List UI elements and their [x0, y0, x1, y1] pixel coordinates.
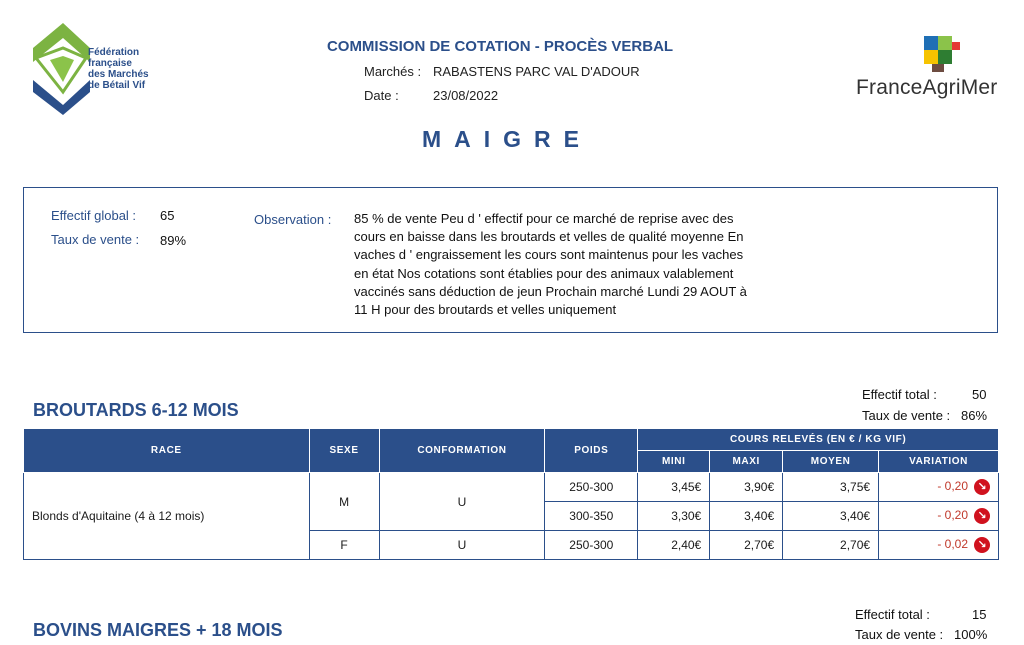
arrow-down-right-icon: ↘	[974, 537, 990, 553]
summary-box	[23, 187, 998, 333]
sexe-cell: F	[309, 531, 379, 560]
observation-line: cours en baisse dans les broutards et velles de qualité moyenne En	[354, 229, 744, 245]
bovins-taux-label: Taux de vente :	[855, 627, 944, 642]
market-value: RABASTENS PARC VAL D'ADOUR	[433, 64, 640, 79]
date-label: Date :	[364, 88, 399, 103]
moyen-cell: 3,75€	[783, 473, 879, 502]
header-conformation: CONFORMATION	[379, 429, 545, 473]
header-poids: POIDS	[545, 429, 638, 473]
taux-vente-label: Taux de vente :	[51, 232, 140, 247]
effectif-global-label: Effectif global :	[51, 208, 137, 223]
moyen-cell: 2,70€	[783, 531, 879, 560]
broutards-section-title: BROUTARDS 6-12 MOIS	[33, 400, 239, 420]
header-moyen: MOYEN	[783, 451, 879, 473]
variation-value: - 0,20	[937, 479, 968, 494]
header-sexe: SEXE	[309, 429, 379, 473]
broutards-effectif-value: 50	[972, 387, 987, 402]
poids-cell: 250-300	[545, 531, 638, 560]
ffmbv-logo	[28, 20, 158, 115]
observation-line: 11 H pour des broutards et velles uniquement	[354, 302, 617, 318]
header-race: RACE	[24, 429, 310, 473]
observation-line: en état Nos cotations sont établies pour des animaux valablement	[354, 265, 734, 281]
observation-line: vaches d ' engraissement les cours sont maintenus pour les vaches	[354, 247, 744, 263]
variation-value: - 0,20	[937, 508, 968, 523]
observation-text	[354, 210, 774, 319]
maxi-cell: 2,70€	[710, 531, 783, 560]
franceagrimer-wordmark: FranceAgriMer	[856, 76, 998, 99]
conformation-cell: U	[379, 531, 545, 560]
mini-cell: 3,45€	[638, 473, 710, 502]
broutards-table	[23, 428, 999, 560]
market-label: Marchés :	[364, 64, 422, 79]
date-value: 23/08/2022	[433, 88, 499, 103]
category-title: MAIGRE	[422, 126, 592, 152]
arrow-down-right-icon: ↘	[974, 479, 990, 495]
race-cell: Blonds d'Aquitaine (4 à 12 mois)	[24, 473, 310, 560]
ffmbv-line-1: Fédération	[88, 47, 140, 58]
variation-cell	[879, 531, 999, 560]
poids-cell: 250-300	[545, 473, 638, 502]
variation-cell	[879, 473, 999, 502]
table-row	[24, 473, 999, 502]
observation-line: vaccinés sans déduction de jeun Prochain marché Lundi 29 AOUT à	[354, 283, 747, 299]
broutards-taux-value: 86%	[961, 408, 988, 423]
header-mini: MINI	[638, 451, 710, 473]
arrow-down-right-icon: ↘	[974, 508, 990, 524]
bovins-effectif-value: 15	[972, 607, 987, 622]
sexe-cell: M	[309, 473, 379, 531]
header-cours: COURS RELEVÉS (EN € / KG VIF)	[638, 429, 999, 451]
poids-cell: 300-350	[545, 502, 638, 531]
mini-cell: 3,30€	[638, 502, 710, 531]
bovins-section-title: BOVINS MAIGRES + 18 MOIS	[33, 620, 283, 640]
effectif-global-value: 65	[160, 208, 175, 223]
observation-line: 85 % de vente Peu d ' effectif pour ce marché de reprise avec des	[354, 211, 734, 226]
variation-cell	[879, 502, 999, 531]
franceagrimer-emblem-icon	[922, 34, 962, 74]
moyen-cell: 3,40€	[783, 502, 879, 531]
mini-cell: 2,40€	[638, 531, 710, 560]
maxi-cell: 3,90€	[710, 473, 783, 502]
broutards-effectif-label: Effectif total :	[862, 387, 937, 402]
bovins-taux-value: 100%	[954, 627, 988, 642]
document-title: COMMISSION DE COTATION - PROCÈS VERBAL	[326, 38, 674, 55]
ffmbv-line-2: française	[88, 58, 132, 69]
conformation-cell: U	[379, 473, 545, 531]
franceagrimer-logo	[856, 34, 1006, 104]
maxi-cell: 3,40€	[710, 502, 783, 531]
header-variation: VARIATION	[879, 451, 999, 473]
taux-vente-value: 89%	[160, 233, 187, 248]
broutards-taux-label: Taux de vente :	[862, 408, 951, 423]
header-maxi: MAXI	[710, 451, 783, 473]
ffmbv-line-3: des Marchés	[88, 69, 149, 80]
variation-value: - 0,02	[937, 537, 968, 552]
observation-label: Observation :	[254, 212, 332, 227]
bovins-effectif-label: Effectif total :	[855, 607, 930, 622]
ffmbv-line-4: de Bétail Vif	[88, 80, 146, 91]
